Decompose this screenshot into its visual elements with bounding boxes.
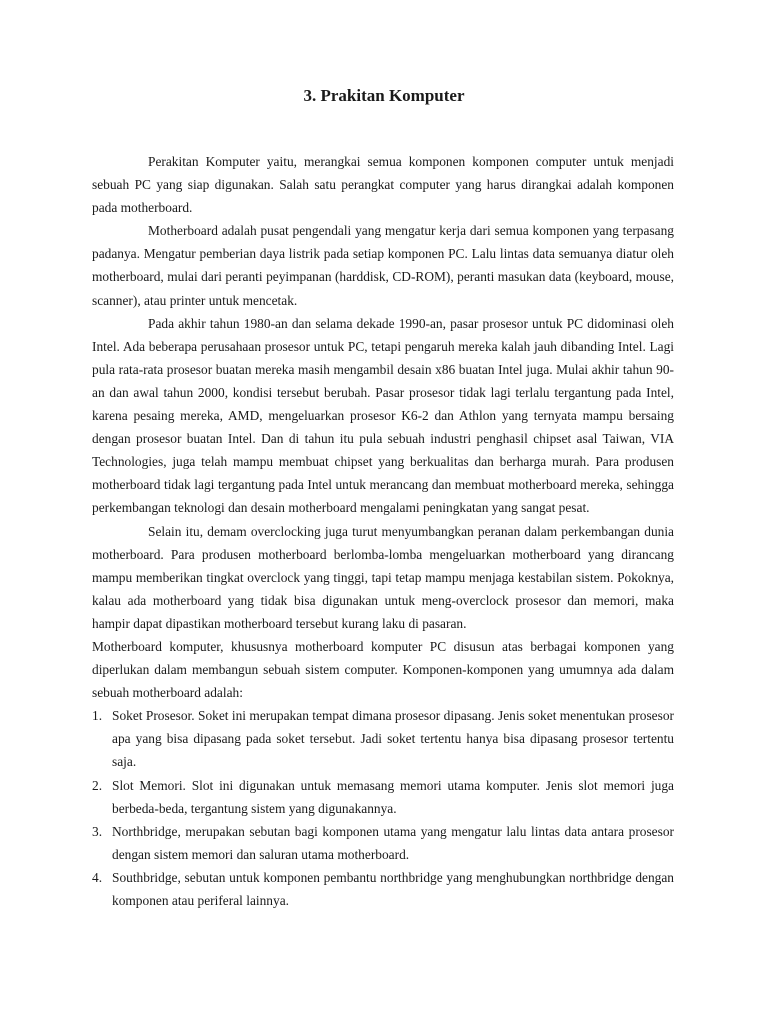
list-item-soket-prosesor: [92, 704, 674, 773]
page-title: 3. Prakitan Komputer: [303, 86, 465, 105]
paragraph-perakitan: Perakitan Komputer yaitu, merangkai semua komponen komponen computer untuk menjadi sebuah PC yang siap digunakan. Salah satu perangkat computer yang harus dirangkai adalah komponen pada motherboard.: [92, 154, 674, 216]
list-number: 2.: [92, 777, 103, 793]
component-list: [92, 704, 674, 912]
list-item-southbridge: [92, 866, 674, 912]
document-body: [92, 150, 674, 912]
list-item-text: Southbridge, sebutan untuk komponen pembantu northbridge yang menghubungkan northbridge dengan komponen atau periferal lainnya.: [112, 869, 674, 908]
list-item-text: Soket Prosesor. Soket ini merupakan tempat dimana prosesor dipasang. Jenis soket menentukan prosesor apa yang bisa dipasang pada soket tersebut. Jadi soket tertentu hanya bisa dipasang prosesor tertentu saja.: [112, 708, 674, 770]
list-item-northbridge: [92, 820, 674, 866]
list-number: 4.: [92, 869, 103, 885]
list-item-slot-memori: [92, 774, 674, 820]
paragraph-processor-history: Pada akhir tahun 1980-an dan selama dekade 1990-an, pasar prosesor untuk PC didominasi oleh Intel. Ada beberapa perusahaan prosesor untuk PC, tetapi pengaruh mereka kalah jauh dibanding Intel. Lagi pula rata-rata prosesor buatan mereka masih mengambil desain x86 buatan Intel juga. Mulai akhir tahun 90-an dan awal tahun 2000, kondisi tersebut berubah. Pasar prosesor tidak lagi terlalu tergantung pada Intel, karena pesaing mereka, AMD, mengeluarkan prosesor K6-2 dan Athlon yang ternyata mampu bersaing dengan prosesor buatan Intel. Dan di tahun itu pula sebuah industri penghasil chipset asal Taiwan, VIA Technologies, juga telah mampu membuat chipset yang berkualitas dan berharga murah. Para produsen motherboard tidak lagi tergantung pada Intel untuk merancang dan membuat motherboard mereka, sehingga perkembangan teknologi dan desain motherboard mengalami peningkatan yang sangat pesat.: [92, 315, 674, 516]
list-item-text: Northbridge, merupakan sebutan bagi komponen utama yang mengatur lalu lintas data antara prosesor dengan sistem memori dan saluran utama motherboard.: [112, 823, 674, 862]
paragraph-motherboard-definition: Motherboard adalah pusat pengendali yang mengatur kerja dari semua komponen yang terpasang padanya. Mengatur pemberian daya listrik pada setiap komponen PC. Lalu lintas data semuanya diatur oleh motherboard, mulai dari peranti peyimpanan (harddisk, CD-ROM), peranti masukan data (keyboard, mouse, scanner), atau printer untuk mencetak.: [92, 223, 674, 308]
list-item-text: Slot Memori. Slot ini digunakan untuk memasang memori utama komputer. Jenis slot memori juga berbeda-beda, tergantung sistem yang digunakannya.: [112, 777, 674, 816]
list-number: 3.: [92, 823, 103, 839]
list-number: 1.: [92, 708, 103, 724]
paragraph-overclocking: Selain itu, demam overclocking juga turut menyumbangkan peranan dalam perkembangan dunia motherboard. Para produsen motherboard berlomba-lomba mengeluarkan motherboard yang dirancang mampu memberikan tingkat overclock yang tinggi, tapi tetap mampu menjaga kestabilan sistem. Pokoknya, kalau ada motherboard yang tidak bisa digunakan untuk meng-overclock prosesor dan memori, maka hampir dapat dipastikan motherboard tersebut kurang laku di pasaran.: [92, 523, 674, 631]
paragraph-components-intro: Motherboard komputer, khususnya motherboard komputer PC disusun atas berbagai komponen yang diperlukan dalam membangun sebuah sistem computer. Komponen-komponen yang umumnya ada dalam sebuah motherboard adalah:: [92, 638, 674, 701]
